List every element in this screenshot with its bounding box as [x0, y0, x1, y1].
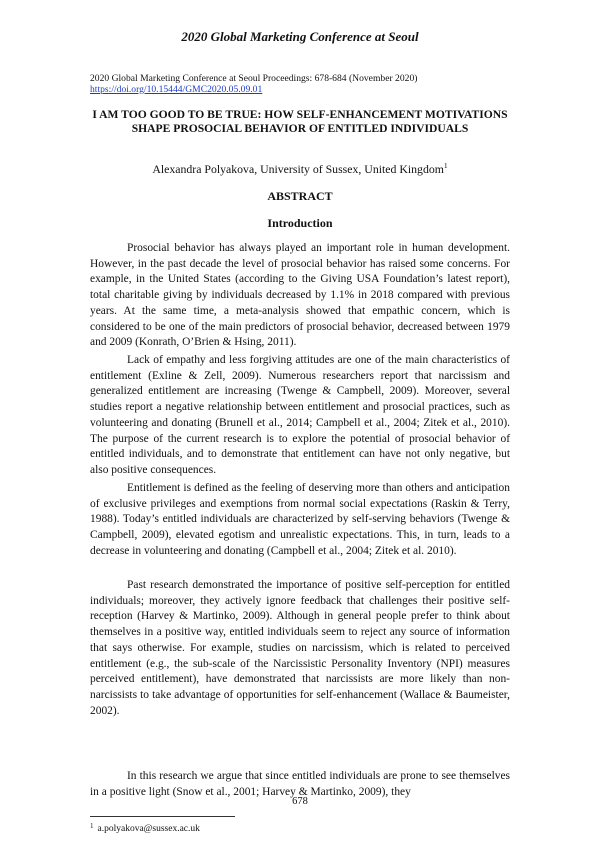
author-footnote-marker: 1 — [443, 161, 448, 170]
proceedings-citation: 2020 Global Marketing Conference at Seoul Proceedings: 678-684 (November 2020) — [90, 73, 418, 84]
body-paragraph: Entitlement is defined as the feeling of deserving more than others and anticipation of exclusive privileges and exemptions from normal social expectations (Raskin & Terry, 1988). Today’s entitled individuals are characterized by self-serving behaviors (Twenge & Campbell, 2009), elevated egotism and unrealistic expectations. This, in turn, leads to a decrease in volunteering and donating (Campbell et al., 2004; Zitek et al. 2010). — [90, 482, 510, 557]
author-line — [90, 159, 510, 176]
abstract-heading: ABSTRACT — [267, 189, 333, 203]
footnote-email: a.polyakova@sussex.ac.uk — [97, 824, 200, 834]
body-paragraph: Prosocial behavior has always played an important role in human development. However, in the past decade the level of prosocial behavior has raised some concerns. For example, in the United States (according to the Giving USA Foundation’s latest report), total charitable giving by individuals decreased by 1.1% in 2018 compared with previous years. At the same time, a meta-analysis showed that empathic concern, which is considered to be one of the main predictors of prosocial behavior, decreased between 1979 and 2009 (Konrath, O’Brien & Hsing, 2011). — [90, 242, 510, 349]
footnote-divider — [90, 816, 235, 817]
footnote — [90, 822, 200, 834]
paper-title: I AM TOO GOOD TO BE TRUE: HOW SELF-ENHANCEMENT MOTIVATIONS SHAPE PROSOCIAL BEHAVIOR OF ENTITLED INDIVIDUALS — [92, 108, 508, 135]
doi-link[interactable]: https://doi.org/10.15444/GMC2020.05.09.01 — [90, 84, 263, 95]
author-affiliation: Alexandra Polyakova, University of Sussex, United Kingdom — [152, 162, 444, 176]
running-header: 2020 Global Marketing Conference at Seoul — [181, 29, 419, 44]
body-paragraph: In this research we argue that since entitled individuals are prone to see themselves in a positive light (Snow et al., 2001; Harvey & Martinko, 2009), they — [90, 770, 510, 798]
footnote-marker: 1 — [90, 822, 94, 830]
body-paragraph: Lack of empathy and less forgiving attitudes are one of the main characteristics of entitlement (Exline & Zell, 2009). Numerous researchers report that narcissism and generalized entitlement are increasing (Twenge & Campbell, 2009). Moreover, several studies report a negative relationship between entitlement and prosocial practices, such as volunteering and donating (Brunell et al., 2014; Campbell et al., 2004; Zitek et al., 2010). The purpose of the current research is to explore the potential of prosocial behavior of entitled individuals, and to demonstrate that entitlement can have not only negative, but also positive consequences. — [90, 354, 510, 476]
body-paragraph: Past research demonstrated the importance of positive self-perception for entitled individuals; moreover, they actively ignore feedback that challenges their positive self-reception (Harvey & Martinko, 2009). Although in general people prefer to think about themselves in a positive way, entitled individuals seem to reject any source of information that says otherwise. For example, studies on narcissism, which is related to perceived entitlement (e.g., the sub-scale of the Narcissistic Personality Inventory (NPI) measures perceived entitlement), have demonstrated that narcissists are more likely than non-narcissists to take advantage of opportunities for self-enhancement (Wallace & Baumeister, 2002). — [90, 579, 510, 717]
page-number: 678 — [292, 796, 308, 807]
introduction-heading: Introduction — [267, 216, 333, 230]
